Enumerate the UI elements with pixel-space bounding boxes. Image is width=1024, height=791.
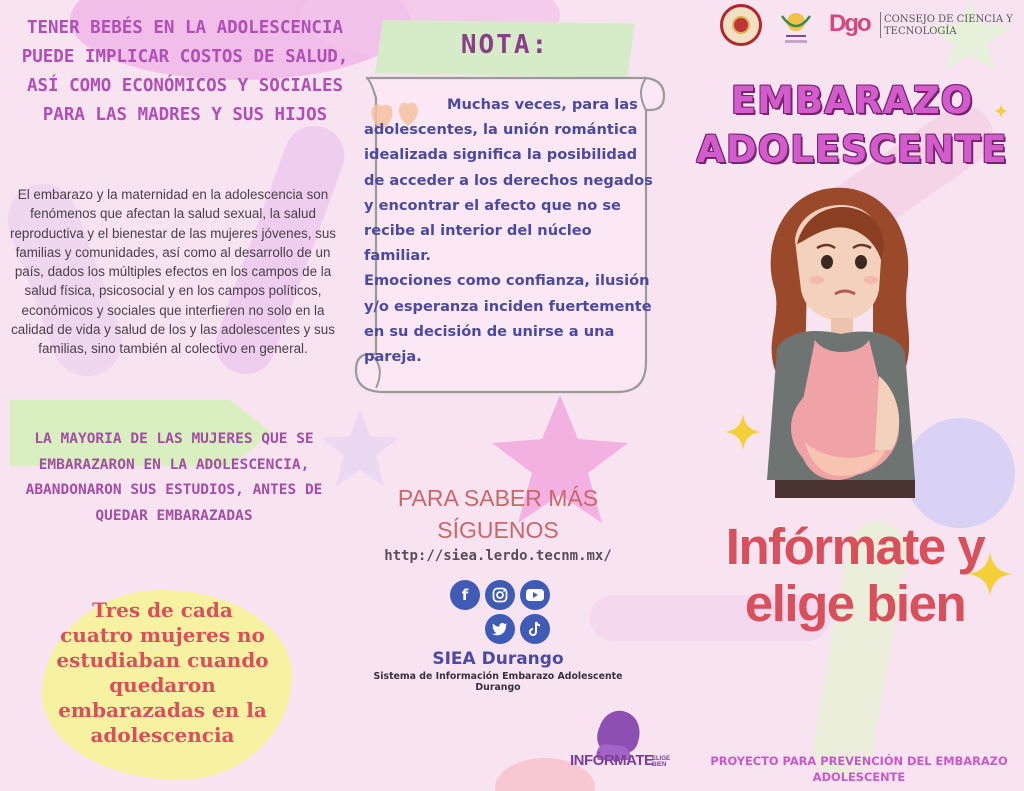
pregnant-woman-illustration: [755, 180, 925, 498]
slogan: Infórmate y elige bien: [725, 518, 985, 632]
left-body-text: El embarazo y la maternidad en la adolescencia son fenómenos que afectan la salud sexual, la salud reproductiva y el bienestar de las mujeres jóvenes, sus familias y comunidades, así como al desarrollo de un país, dados los múltiples efectos en los campos de la salud física, psicosocial y en los campos políticos, económicos y sociales que interfieren no solo en la calidad de vida y salud de los y las adolescentes y sus familias, sino también al colectivo en general.: [9, 187, 336, 357]
left-highlight-text: LA MAYORIA DE LAS MUJERES QUE SE EMBARAZARON EN LA ADOLESCENCIA, ABANDONARON SUS ESTUDIOS, ANTES DE QUEDAR EMBARAZADAS: [25, 431, 323, 524]
facebook-icon[interactable]: f: [450, 580, 480, 610]
org-name: CONSEJO DE CIENCIA Y TECNOLOGÍA: [884, 14, 1013, 37]
sparkle-icon: [994, 104, 1008, 118]
youtube-icon[interactable]: [520, 580, 550, 610]
tiktok-icon[interactable]: [520, 614, 550, 644]
twitter-icon[interactable]: [485, 614, 515, 644]
follow-heading: PARA SABER MÁS SÍGUENOS: [397, 485, 599, 543]
dgo-logo: [829, 10, 881, 42]
durango-emblem-icon: [776, 6, 816, 48]
left-heading: TENER BEBÉS EN LA ADOLESCENCIA PUEDE IMPLICAR COSTOS DE SALUD, ASÍ COMO ECONÓMICOS Y SOCIALES PARA LAS MADRES Y SUS HIJOS: [21, 18, 349, 125]
note-title: NOTA:: [460, 30, 550, 60]
note-body: [364, 92, 654, 369]
brand-name: SIEA Durango: [432, 649, 564, 669]
title-line-2: ADOLESCENTE: [696, 128, 1008, 171]
instagram-icon[interactable]: [485, 580, 515, 610]
footer-logo-tag: ELIGE BIEN: [652, 756, 671, 768]
institution-seal-icon: [720, 4, 762, 46]
dgo-logo-text: Dgo: [829, 10, 870, 37]
brand-tagline: Sistema de Información Embarazo Adolescente Durango: [373, 671, 623, 693]
note-paragraph-1: Muchas veces, para las adolescentes, la unión romántica idealizada significa la posibilidad de acceder a los derechos negados y encontrar el afecto que no se recibe al interior del núcleo familiar.: [364, 96, 653, 265]
project-line: PROYECTO PARA PREVENCIÓN DEL EMBARAZO ADOLESCENTE: [710, 754, 1008, 784]
title-line-1: EMBARAZO: [730, 79, 974, 122]
sparkle-icon: [725, 414, 761, 450]
logo-divider: [880, 12, 881, 38]
note-paragraph-2: Emociones como confianza, ilusión y/o esperanza inciden fuertemente en su decisión de unirse a una pareja.: [364, 272, 652, 366]
stat-text: Tres de cada cuatro mujeres no estudiaban cuando quedaron embarazadas en la adolescencia: [56, 598, 269, 747]
site-url-link[interactable]: http://siea.lerdo.tecnm.mx/: [384, 548, 612, 564]
footer-logo-word: INFÓRMATE: [570, 752, 654, 769]
